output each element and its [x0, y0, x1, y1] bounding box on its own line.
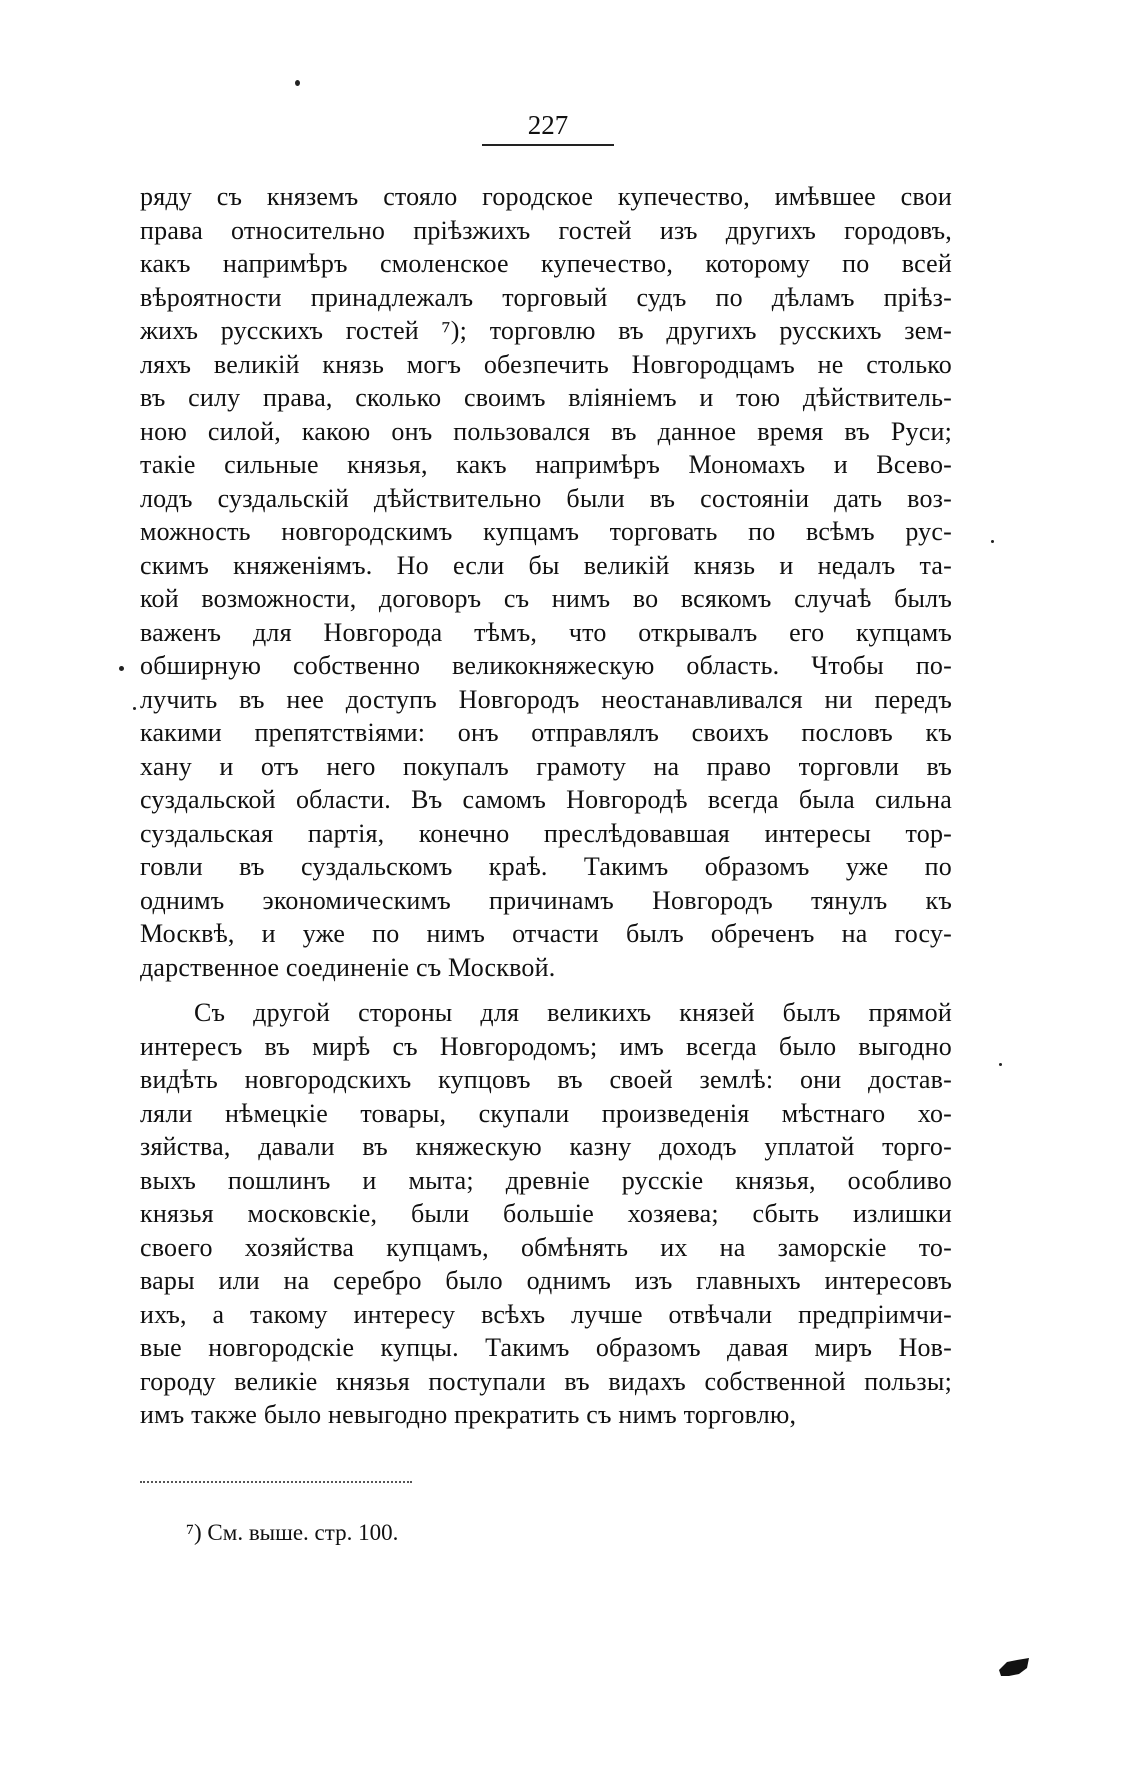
- text-line: какими препятствіями: онъ отправлялъ своихъ пословъ къ: [140, 718, 952, 747]
- text-line: ихъ, а такому интересу всѣхъ лучше отвѣчали предпріимчи-: [140, 1299, 952, 1329]
- text-line: своего хозяйства купцамъ, обмѣнять их на заморскіе то-: [140, 1232, 952, 1262]
- text-line: обширную собственно великокняжескую область. Чтобы по-: [140, 651, 952, 680]
- footnote: ⁷) См. выше. стр. 100.: [186, 1520, 399, 1545]
- text-line: въ силу права, сколько своимъ вліяніемъ и тою дѣйствитель-: [140, 383, 952, 412]
- text-line: однимъ экономическимъ причинамъ Новгородъ тянулъ къ: [140, 885, 952, 915]
- text-line: лодъ суздальскій дѣйствительно были въ состояніи дать воз-: [140, 483, 952, 513]
- text-line: говли въ суздальскомъ краѣ. Такимъ образомъ уже по: [140, 852, 952, 881]
- scan-speck: [991, 540, 994, 543]
- ink-blot: [997, 1656, 1031, 1678]
- text-line: суздальской области. Въ самомъ Новгородѣ всегда была сильна: [140, 785, 952, 814]
- text-line: зяйства, давали въ княжескую казну доходъ уплатой торго-: [140, 1132, 952, 1161]
- text-line: видѣть новгородскихъ купцовъ въ своей землѣ: они достав-: [140, 1065, 952, 1094]
- text-line: имъ также было невыгодно прекратить съ нимъ торговлю,: [140, 1400, 797, 1429]
- text-line: интересъ въ мирѣ съ Новгородомъ; имъ всегда было выгодно: [140, 1031, 952, 1061]
- text-line: выхъ пошлинъ и мыта; древніе русскіе князья, особливо: [140, 1165, 952, 1195]
- text-line: суздальская партія, конечно преслѣдовавшая интересы тор-: [140, 818, 952, 848]
- text-line: вые новгородскіе купцы. Такимъ образомъ давая миръ Нов-: [140, 1333, 952, 1362]
- text-line: ряду съ княземъ стояло городское купечество, имѣвшее свои: [140, 182, 952, 211]
- text-line: можность новгородскимъ купцамъ торговать по всѣмъ рус-: [140, 517, 952, 546]
- text-line: права относительно пріѣзжихъ гостей изъ другихъ городовъ,: [140, 215, 952, 245]
- text-line: вары или на серебро было однимъ изъ главныхъ интересовъ: [140, 1266, 952, 1295]
- page-number-rule: [482, 144, 614, 146]
- text-line: лучить въ нее доступъ Новгородъ неостанавливался ни передъ: [140, 684, 952, 714]
- text-line: князья московскіе, были большіе хозяева; сбыть излишки: [140, 1199, 952, 1228]
- text-line: важенъ для Новгорода тѣмъ, что открывалъ его купцамъ: [140, 617, 952, 647]
- footnote-separator: [140, 1481, 412, 1483]
- scan-speck: [133, 707, 136, 710]
- text-line: какъ напримѣръ смоленское купечество, которому по всей: [140, 249, 952, 278]
- text-line: жихъ русскихъ гостей ⁷); торговлю въ другихъ русскихъ зем-: [140, 316, 952, 345]
- text-line: скимъ княженіямъ. Но если бы великій князь и недалъ та-: [140, 550, 952, 580]
- text-line: такіе сильные князья, какъ напримѣръ Мономахъ и Всево-: [140, 450, 952, 479]
- text-line: хану и отъ него покупалъ грамоту на право торговли въ: [140, 751, 952, 781]
- page-number: 227: [527, 110, 569, 140]
- body-text: [140, 180, 952, 1432]
- scan-speck: [119, 666, 124, 671]
- text-line: кой возможности, договоръ съ нимъ во всякомъ случаѣ былъ: [140, 584, 952, 613]
- text-line: ною силой, какою онъ пользовался въ данное время въ Руси;: [140, 416, 952, 446]
- text-line: Москвѣ, и уже по нимъ отчасти былъ обреченъ на госу-: [140, 919, 952, 948]
- scan-speck: [295, 80, 300, 86]
- scan-speck: [999, 1063, 1002, 1066]
- text-line: ляли нѣмецкіе товары, скупали произведенія мѣстнаго хо-: [140, 1098, 952, 1128]
- text-line: вѣроятности принадлежалъ торговый судъ по дѣламъ пріѣз-: [140, 282, 952, 312]
- paragraph-gap: [140, 984, 952, 996]
- text-line: городу великіе князья поступали въ видахъ собственной пользы;: [140, 1366, 952, 1396]
- text-line: дарственное соединеніе съ Москвой.: [140, 952, 556, 982]
- text-line: ляхъ великій князь могъ обезпечить Новгородцамъ не столько: [140, 349, 952, 379]
- text-line: Съ другой стороны для великихъ князей былъ прямой: [194, 998, 952, 1027]
